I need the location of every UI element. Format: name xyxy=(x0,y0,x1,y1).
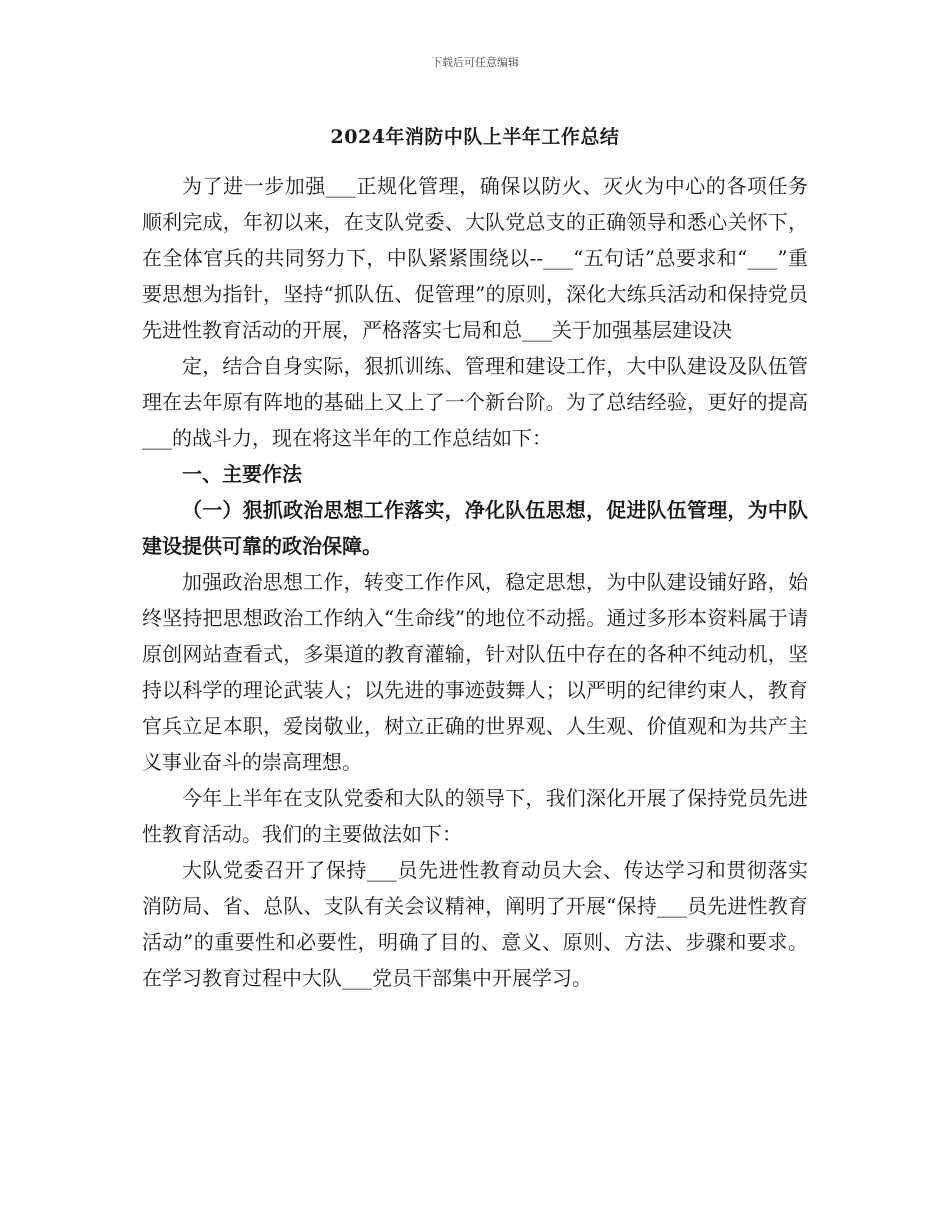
paragraph: 定，结合自身实际，狠抓训练、管理和建设工作，大中队建设及队伍管理在去年原有阵地的基础上又上了一个新台阶。为了总结经验，更好的提高___的战斗力，现在将这半年的工作总结如下： xyxy=(142,354,808,450)
subsection-heading: （一）狠抓政治思想工作落实，净化队伍思想，促进队伍管理，为中队建设提供可靠的政治保障。 xyxy=(142,498,808,558)
header-note: 下载后可任意编辑 xyxy=(431,56,519,69)
paragraph: 大队党委召开了保持___员先进性教育动员大会、传达学习和贯彻落实消防局、省、总队、支队有关会议精神，阐明了开展“保持___员先进性教育活动”的重要性和必要性，明确了目的、意义、原则、方法、步骤和要求。在学习教育过程中大队___党员干部集中开展学习。 xyxy=(142,858,808,990)
section-heading: 一、主要作法 xyxy=(182,462,302,486)
document-title: 2024年消防中队上半年工作总结 xyxy=(330,126,620,148)
paragraph: 今年上半年在支队党委和大队的领导下，我们深化开展了保持党员先进性教育活动。我们的主要做法如下： xyxy=(142,786,808,846)
paragraph: 为了进一步加强___正规化管理，确保以防火、灭火为中心的各项任务顺利完成，年初以来，在支队党委、大队党总支的正确领导和悉心关怀下，在全体官兵的共同努力下，中队紧紧围绕以--___“五句话”总要求和“___”重要思想为指针，坚持“抓队伍、促管理”的原则，深化大练兵活动和保持党员先进性教育活动的开展，严格落实七局和总___关于加强基层建设决 xyxy=(142,174,808,342)
document-body xyxy=(142,168,808,996)
paragraph: 加强政治思想工作，转变工作作风，稳定思想，为中队建设铺好路，始终坚持把思想政治工作纳入“生命线”的地位不动摇。通过多形本资料属于请原创网站查看式，多渠道的教育灌输，针对队伍中存在的各种不纯动机，坚持以科学的理论武装人；以先进的事迹鼓舞人；以严明的纪律约束人，教育官兵立足本职，爱岗敬业，树立正确的世界观、人生观、价值观和为共产主义事业奋斗的崇高理想。 xyxy=(142,570,808,774)
